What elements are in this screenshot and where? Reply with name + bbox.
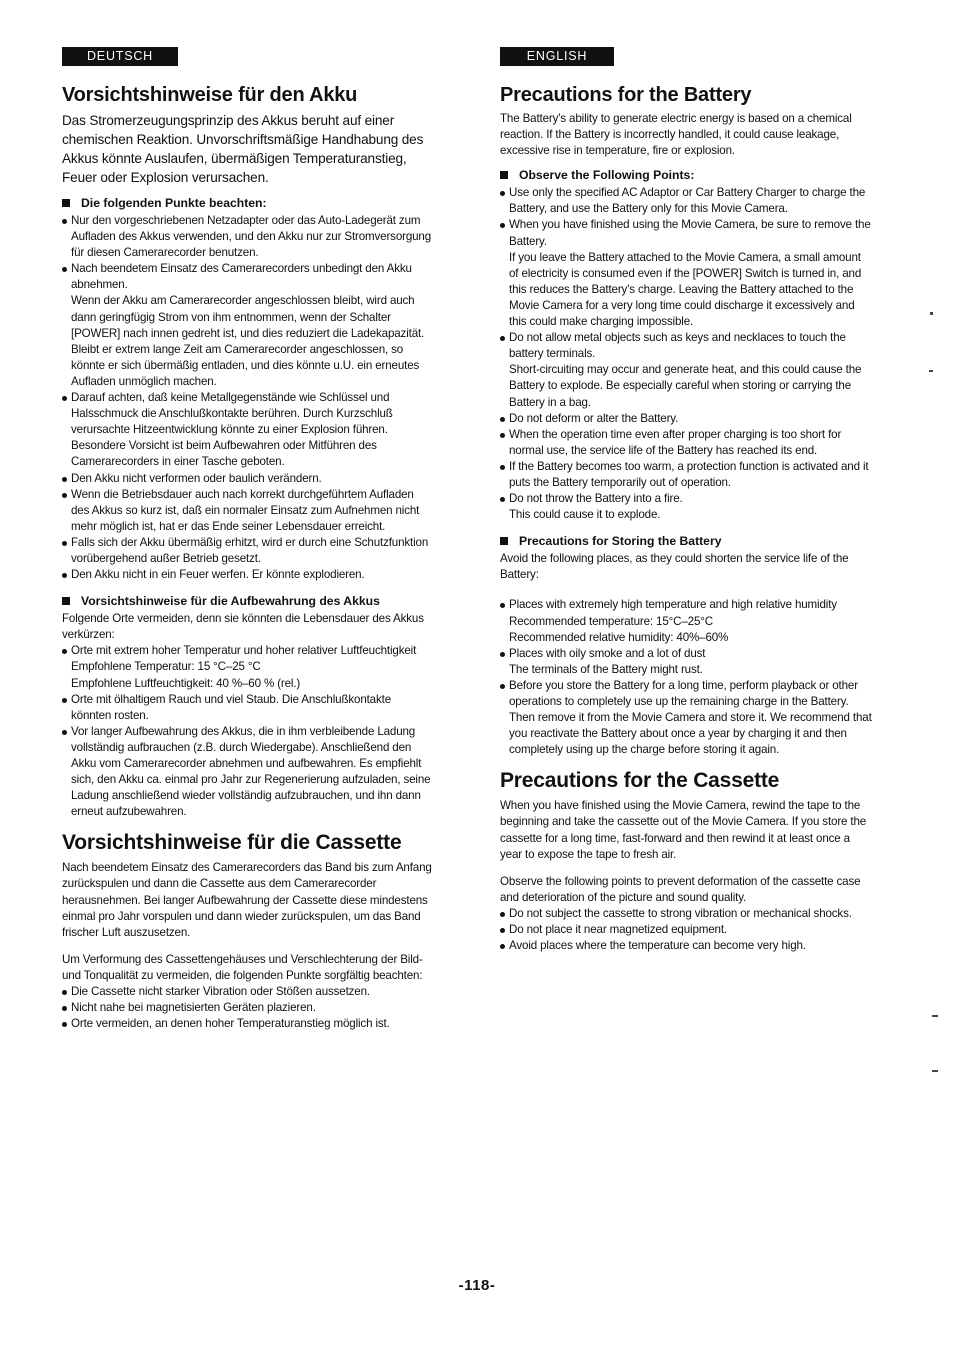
deutsch-column (62, 47, 434, 1032)
bullet-icon (62, 477, 67, 482)
bullet-icon (62, 990, 67, 995)
bullet-icon (500, 223, 505, 228)
bullet-icon (62, 698, 67, 703)
list-item: Den Akku nicht verformen oder baulich verändern. (62, 471, 434, 487)
bullet-icon (62, 573, 67, 578)
storage-points-list-de (62, 643, 434, 820)
battery-points-list-de (62, 213, 434, 583)
bullet-icon (500, 336, 505, 341)
list-item: Avoid places where the temperature can become very high. (500, 938, 872, 954)
bullet-icon (62, 730, 67, 735)
list-item: When you have finished using the Movie Camera, be sure to remove the Battery. If you leave the Battery attached to the Movie Camera, a small amount of electricity is consumed even if the [POWER] Switch is turned in, and this reduces the Battery's charge. Leaving the Battery attached to the Movie Camera for a very long time could discharge it excessively and this could make charging impossible. (500, 217, 872, 330)
bullet-icon (62, 649, 67, 654)
list-item: Nicht nahe bei magnetisierten Geräten plazieren. (62, 1000, 434, 1016)
bullet-icon (500, 191, 505, 196)
bullet-icon (500, 912, 505, 917)
cassette-points-list-en (500, 906, 872, 954)
cassette-para2-en: Observe the following points to prevent deformation of the cassette case and deterioration of the picture and sound quality. (500, 874, 861, 904)
bullet-icon (500, 497, 505, 502)
list-item: Use only the specified AC Adaptor or Car Battery Charger to charge the Battery, and use the Battery only for this Movie Camera. (500, 185, 872, 217)
list-item: Do not allow metal objects such as keys and necklaces to touch the battery terminals. Short-circuiting may occur and generate heat, and this could cause the Battery to explode. Be especially careful when storing or carrying the Battery in a bag. (500, 330, 872, 410)
list-item: Darauf achten, daß keine Metallgegenstände wie Schlüssel und Halsschmuck die Anschlußkontakte berühren. Durch Kurzschluß verursachte Hitzeentwicklung könnte zu einer Explosion führen. Besondere Vorsicht ist beim Aufbewahren oder Mitführen des Camerarecorders in einer Tasche geboten. (62, 390, 434, 470)
cassette-title-en: Precautions for the Cassette (500, 769, 780, 793)
list-item: Orte mit ölhaltigem Rauch und viel Staub. Die Anschlußkontakte könnten rosten. (62, 692, 434, 724)
list-item: Nur den vorgeschriebenen Netzadapter oder das Auto-Ladegerät zum Aufladen des Akkus verwenden, und den Akku nur zur Stromversorgung für diesen Camerarecorder benutzen. (62, 213, 434, 261)
scan-speck (929, 370, 933, 372)
list-item: Orte mit extrem hoher Temperatur und hoher relativer Luftfeuchtigkeit Empfohlene Temperatur: 15 °C–25 °C Empfohlene Luftfeuchtigkeit: 40 %–60 % (rel.) (62, 643, 434, 691)
list-item: Den Akku nicht in ein Feuer werfen. Er könnte explodieren. (62, 567, 434, 583)
list-item: Wenn die Betriebsdauer auch nach korrekt durchgeführtem Aufladen des Akkus so kurz ist, daß ein normaler Einsatz zum Aufnehmen nicht mehr möglich ist, hat er das Ende seiner Lebensdauer erreicht. (62, 487, 434, 535)
square-bullet-icon (62, 597, 70, 605)
bullet-icon (500, 433, 505, 438)
bullet-icon (62, 541, 67, 546)
bullet-icon (500, 684, 505, 689)
language-tag-deutsch: DEUTSCH (62, 47, 178, 66)
list-item: Orte vermeiden, an denen hoher Temperaturanstieg möglich ist. (62, 1016, 434, 1032)
english-column (500, 47, 872, 954)
list-item: Nach beendetem Einsatz des Camerarecorders unbedingt den Akku abnehmen. Wenn der Akku am Camerarecorder angeschlossen bleibt, wird auch dann geringfügig Strom von ihm entnommen, wenn der Schalter [POWER] nach innen gedreht ist, und dies reduziert die Ladekapazität. Bleibt er extrem lange Zeit am Camerarecorder angeschlossen, so könnte er sich übermäßig entladen, und dies könnte u.U. ein erneutes Aufladen unmöglich machen. (62, 261, 434, 390)
list-item: Die Cassette nicht starker Vibration oder Stößen aussetzen. (62, 984, 434, 1000)
bullet-icon (62, 267, 67, 272)
bullet-icon (500, 652, 505, 657)
scan-speck (932, 1070, 938, 1072)
bullet-icon (62, 219, 67, 224)
bullet-icon (500, 928, 505, 933)
bullet-icon (500, 944, 505, 949)
list-item: Places with extremely high temperature and high relative humidity Recommended temperature: 15°C–25°C Recommended relative humidity: 40%–60% (500, 597, 872, 645)
cassette-para1-de: Nach beendetem Einsatz des Camerarecorders das Band bis zum Anfang zurückspulen und dann die Cassette aus dem Camerarecorder herausnehmen. Bei langer Aufbewahrung der Cassette diese mindestens einmal pro Jahr vorspulen und dann wieder zurückspulen, um das Band frischer Luft auszusetzen. (62, 861, 432, 939)
battery-title-en: Precautions for the Battery (500, 84, 752, 106)
square-bullet-icon (500, 171, 508, 179)
list-item: Do not place it near magnetized equipment. (500, 922, 872, 938)
language-tag-english: ENGLISH (500, 47, 614, 66)
square-bullet-icon (500, 537, 508, 545)
battery-title-de: Vorsichtshinweise für den Akku (62, 84, 358, 106)
storage-heading-en: Precautions for Storing the Battery (500, 533, 872, 549)
storage-intro-en: Avoid the following places, as they could shorten the service life of the Battery: (500, 552, 849, 582)
scan-speck (932, 1015, 938, 1017)
cassette-para2-de: Um Verformung des Cassettengehäuses und Verschlechterung der Bild- und Tonqualität zu vermeiden, die folgenden Punkte sorgfältig beachten: (62, 952, 423, 982)
list-item: When the operation time even after proper charging is too short for normal use, the service life of the Battery has reached its end. (500, 427, 872, 459)
list-item: Places with oily smoke and a lot of dust The terminals of the Battery might rust. (500, 646, 872, 678)
points-heading-en: Observe the Following Points: (500, 167, 872, 183)
list-item: Before you store the Battery for a long time, perform playback or other operations to completely use up the remaining charge in the Battery. Then remove it from the Movie Camera and store it. We recommend that you reactivate the Battery about once a year by charging it and then completely using up the charge before storing it again. (500, 678, 872, 758)
list-item: Vor langer Aufbewahrung des Akkus, die in ihm verbleibende Ladung vollständig aufbrauchen (z.B. durch Wiedergabe). Anschließend den Akku vom Camerarecorder abnehmen und aufbewahren. Es empfiehlt sich, den Akku ca. einmal pro Jahr zur Regenerierung aufzuladen, seine Ladung anschließend wieder vollständig aufzubrauchen, und ihn dann erneut aufzubewahren. (62, 724, 434, 821)
list-item: If the Battery becomes too warm, a protection function is activated and it puts the Battery temporarily out of operation. (500, 459, 872, 491)
cassette-para1-en: When you have finished using the Movie Camera, rewind the tape to the beginning and take the cassette out of the Movie Camera. If you store the cassette for a long time, fast-forward and then rewind it at least once a year to expose the tape to fresh air. (500, 799, 867, 861)
bullet-icon (62, 396, 67, 401)
cassette-title-de: Vorsichtshinweise für die Cassette (62, 831, 402, 855)
points-heading-de: Die folgenden Punkte beachten: (62, 195, 434, 211)
battery-intro-en: The Battery's ability to generate electric energy is based on a chemical reaction. If the Battery is incorrectly handled, it could cause leakage, excessive rise in temperature, fire or explosion. (500, 112, 852, 158)
battery-points-list-en (500, 185, 872, 523)
scan-speck (930, 312, 933, 315)
storage-intro-de: Folgende Orte vermeiden, denn sie könnten die Lebensdauer des Akkus verkürzen: (62, 612, 424, 642)
list-item: Do not subject the cassette to strong vibration or mechanical shocks. (500, 906, 872, 922)
bullet-icon (62, 1006, 67, 1011)
cassette-points-list-de (62, 984, 434, 1032)
storage-points-list-en (500, 597, 872, 758)
bullet-icon (62, 493, 67, 498)
list-item: Do not throw the Battery into a fire. This could cause it to explode. (500, 491, 872, 523)
bullet-icon (500, 465, 505, 470)
list-item: Do not deform or alter the Battery. (500, 411, 872, 427)
list-item: Falls sich der Akku übermäßig erhitzt, wird er durch eine Schutzfunktion vorübergehend außer Betrieb gesetzt. (62, 535, 434, 567)
bullet-icon (500, 417, 505, 422)
square-bullet-icon (62, 199, 70, 207)
bullet-icon (500, 603, 505, 608)
storage-heading-de: Vorsichtshinweise für die Aufbewahrung des Akkus (62, 593, 434, 609)
page-number: -118- (458, 1277, 496, 1294)
battery-intro-de: Das Stromerzeugungsprinzip des Akkus beruht auf einer chemischen Reaktion. Unvorschriftsmäßige Handhabung des Akkus könnte Auslaufen, übermäßigen Temperaturanstieg, Feuer oder Explosion verursachen. (62, 113, 424, 185)
bullet-icon (62, 1022, 67, 1027)
